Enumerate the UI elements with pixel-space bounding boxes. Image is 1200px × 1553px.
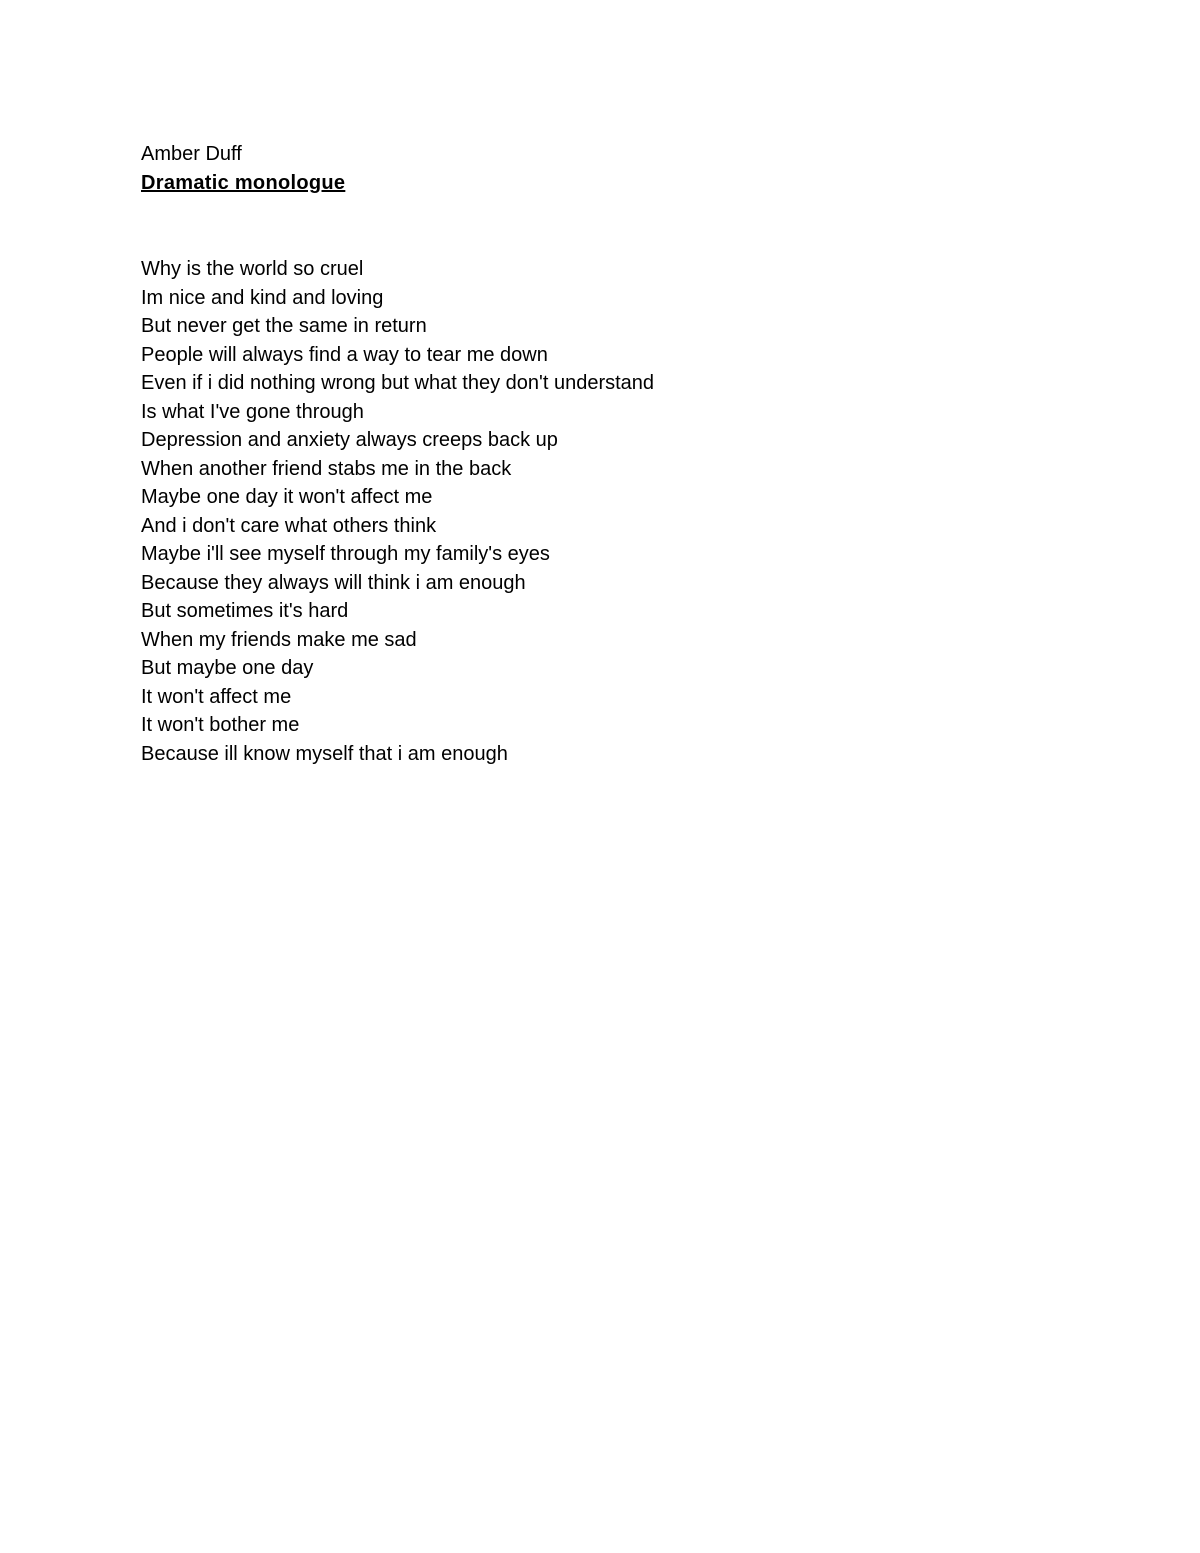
poem-line: Maybe one day it won't affect me xyxy=(141,486,433,508)
poem-line: But never get the same in return xyxy=(141,315,427,337)
poem-line: But maybe one day xyxy=(141,657,314,679)
poem-line: People will always find a way to tear me down xyxy=(141,343,548,366)
poem-line: Why is the world so cruel xyxy=(141,258,364,280)
poem-line: Because they always will think i am enough xyxy=(141,571,526,594)
poem-line: Even if i did nothing wrong but what they don't understand xyxy=(141,372,655,394)
document-title: Dramatic monologue xyxy=(141,172,346,194)
poem-line: When another friend stabs me in the back xyxy=(141,457,512,480)
poem-line: And i don't care what others think xyxy=(141,514,437,537)
poem-line: When my friends make me sad xyxy=(141,628,417,651)
poem-line: Is what I've gone through xyxy=(141,400,364,423)
poem-line: Maybe i'll see myself through my family's eyes xyxy=(141,543,550,565)
poem-line: It won't bother me xyxy=(141,714,300,736)
document-body xyxy=(141,140,1041,768)
poem-line: But sometimes it's hard xyxy=(141,600,349,622)
poem-lines xyxy=(141,255,1041,768)
poem-line: Im nice and kind and loving xyxy=(141,286,384,309)
author-name: Amber Duff xyxy=(141,143,242,165)
poem-line: It won't affect me xyxy=(141,685,292,708)
poem-line: Because ill know myself that i am enough xyxy=(141,742,508,765)
poem-line: Depression and anxiety always creeps back up xyxy=(141,429,558,451)
